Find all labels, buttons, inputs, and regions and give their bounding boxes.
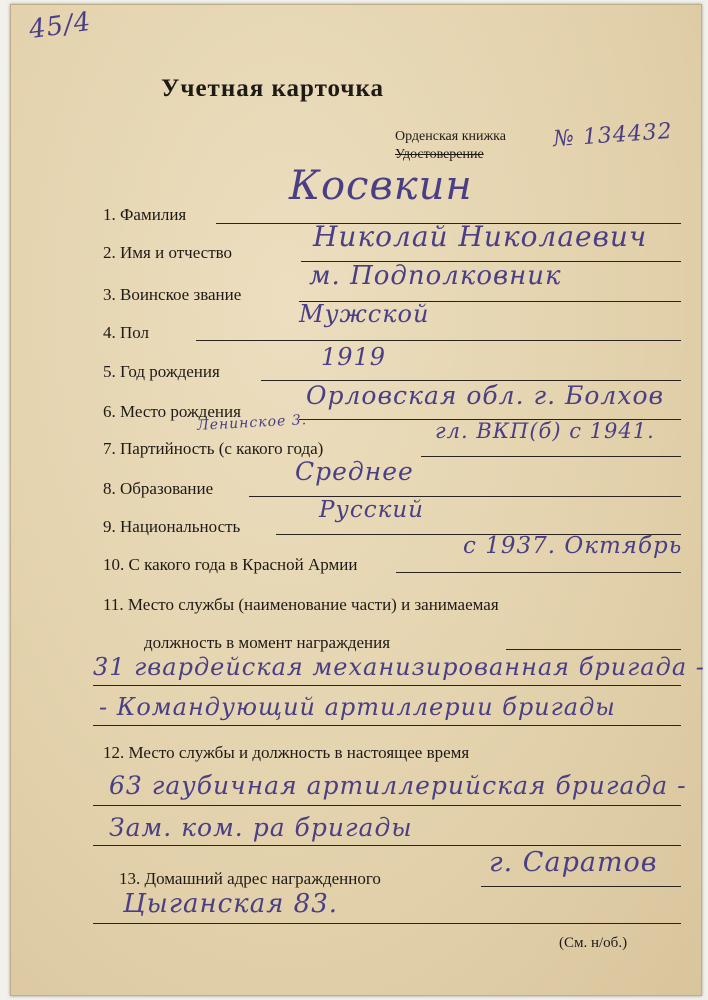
field-8-value: Среднее [295,457,414,486]
field-7-value: гл. ВКП(б) с 1941. [435,419,655,443]
field-3-label: 3. Воинское звание [103,285,242,304]
field-12-label: 12. Место службы и должность в настоящее время [103,743,470,762]
order-book-number: № 134432 [552,118,674,153]
field-10-line [396,572,681,573]
field-13-value-line1: г. Саратов [489,847,658,878]
field-10-label: 10. С какого года в Красной Армии [103,555,358,574]
field-4-line [196,340,681,341]
field-3-value: м. Подполковник [309,261,562,291]
card-title: Учетная карточка [161,75,385,102]
field-11-value-line1: 31 гвардейская механизированная бригада - [93,653,705,681]
field-11-label-line1: 11. Место службы (наименование части) и занимаемая [103,595,499,614]
field-13-line-1 [481,886,681,887]
field-13-label: 13. Домашний адрес награжденного [119,869,381,888]
field-2-label: 2. Имя и отчество [103,243,233,262]
field-1-value: Косвкин [289,163,473,209]
field-11-label-line2: должность в момент награждения [144,633,391,652]
field-11-line-2 [93,685,681,686]
field-4-label: 4. Пол [103,323,150,342]
field-5-value: 1919 [321,343,387,371]
field-9-label: 9. Национальность [103,517,241,536]
field-7-label: 7. Партийность (с какого года) [103,439,324,458]
field-7-line [421,456,681,457]
see-reverse-note: (См. н/об.) [559,935,628,951]
field-12-value-line2: Зам. ком. ра бригады [109,813,413,842]
field-12-value-line1: 63 гаубичная артиллерийская бригада - [109,771,687,800]
field-13-line-2 [93,923,681,924]
field-8-line [249,496,681,497]
field-11-line-1 [506,649,681,650]
field-11-line-3 [93,725,681,726]
field-4-value: Мужской [299,300,430,328]
field-1-label: 1. Фамилия [103,205,187,224]
field-11-value-line2: - Командующий артиллерии бригады [99,693,616,721]
field-2-value: Николай Николаевич [313,220,648,253]
field-8-label: 8. Образование [103,479,214,498]
doc-type-certificate: Удостоверение [395,147,484,162]
field-6-value: Орловская обл. г. Болхов [306,381,665,410]
field-7-party-note: Ленинское 3. [196,412,308,434]
field-9-value: Русский [319,497,424,523]
field-6-label: 6. Место рождения [103,402,241,421]
field-12-line-1 [93,805,681,806]
registration-card [10,4,705,996]
field-5-label: 5. Год рождения [103,362,220,381]
field-13-value-line2: Цыганская 83. [123,889,339,919]
field-12-line-2 [93,845,681,846]
field-10-value: с 1937. Октябрь [463,533,683,559]
corner-note: 45/4 [27,6,94,46]
doc-type-order-book: Орденская книжка [395,129,506,144]
